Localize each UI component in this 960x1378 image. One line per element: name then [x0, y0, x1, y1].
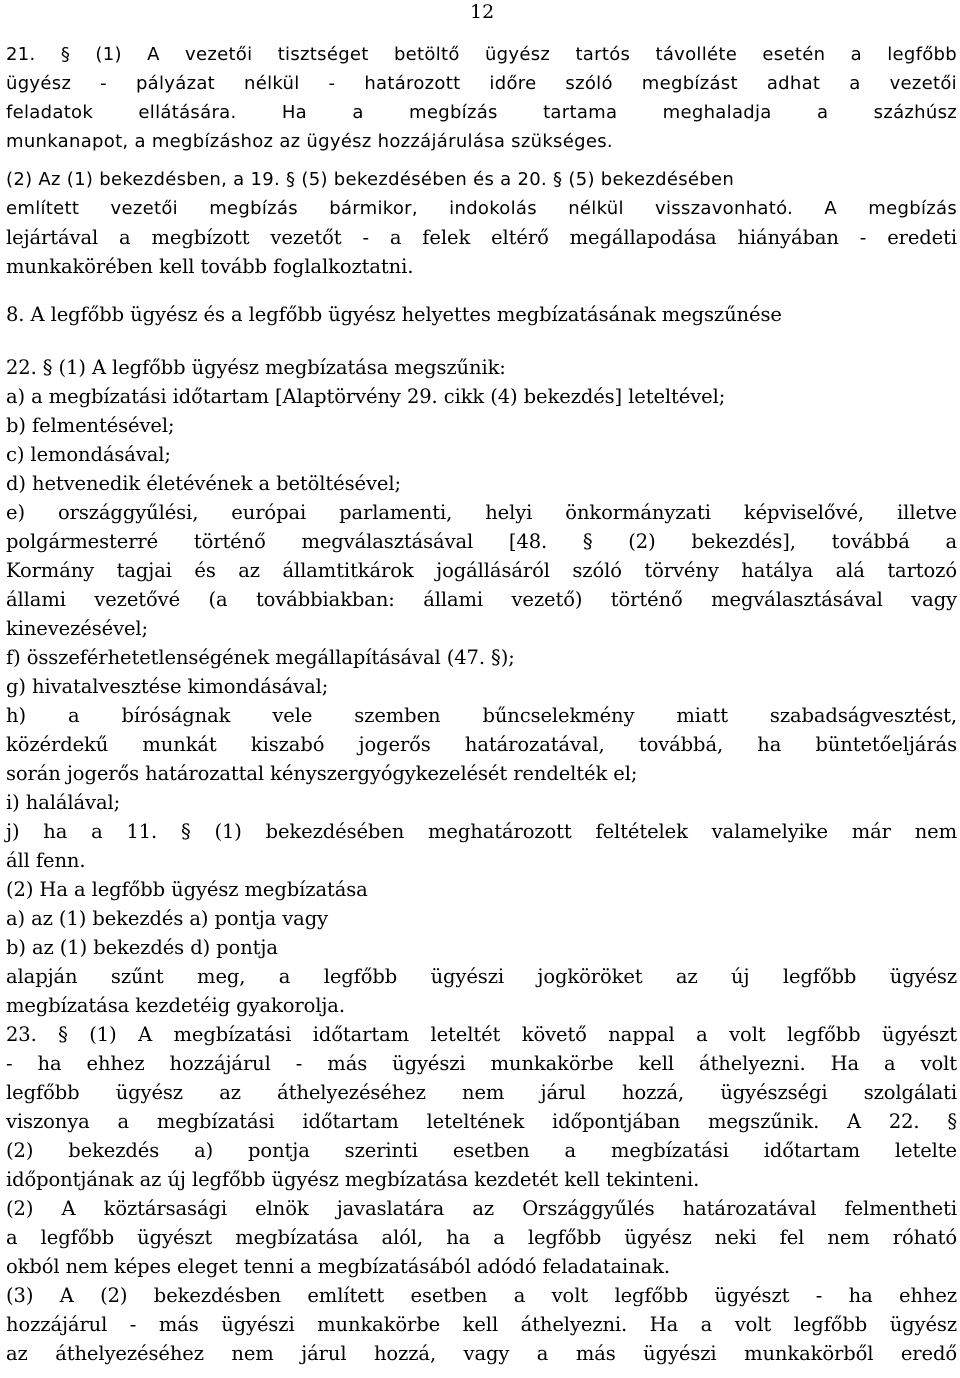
text-line: d) hetvenedik életévének a betöltésével;: [6, 472, 401, 495]
text-line: h) a bíróságnak vele szemben bűncselekmény miatt szabadságvesztést,: [6, 704, 957, 727]
text-line: a) az (1) bekezdés a) pontja vagy: [6, 907, 328, 930]
text-line: hozzájárul - más ügyészi munkakörbe kell áthelyezni. Ha a volt legfőbb ügyész: [6, 1313, 957, 1336]
text-line: lejártával a megbízott vezetőt - a felek eltérő megállapodása hiányában - eredeti: [6, 226, 957, 249]
text-line: ügyész - pályázat nélkül - határozott időre szóló megbízást adhat a vezetői: [6, 73, 957, 94]
text-line: során jogerős határozattal kényszergyógykezelését rendelték el;: [6, 762, 638, 785]
text-line: 23. § (1) A megbízatási időtartam leteltét követő nappal a volt legfőbb ügyészt: [6, 1023, 957, 1046]
text-line: (3) A (2) bekezdésben említett esetben a volt legfőbb ügyészt - ha ehhez: [6, 1284, 957, 1307]
text-line: kinevezésével;: [6, 617, 149, 640]
text-line: munkanapot, a megbízáshoz az ügyész hozzájárulása szükséges.: [6, 131, 613, 152]
text-line: említett vezetői megbízás bármikor, indokolás nélkül visszavonható. A megbízás: [6, 198, 957, 219]
text-line: f) összeférhetetlenségének megállapításával (47. §);: [6, 646, 515, 669]
text-line: időpontjának az új legfőbb ügyész megbízatása kezdetét kell tekinteni.: [6, 1168, 700, 1191]
text-line: b) felmentésével;: [6, 414, 175, 437]
text-line: közérdekű munkát kiszabó jogerős határozatával, továbbá, ha büntetőeljárás: [6, 733, 957, 756]
text-line: e) országgyűlési, európai parlamenti, helyi önkormányzati képviselővé, illetve: [6, 501, 957, 524]
text-line: legfőbb ügyész az áthelyezéséhez nem járul hozzá, ügyészségi szolgálati: [6, 1081, 957, 1104]
text-line: - ha ehhez hozzájárul - más ügyészi munkakörbe kell áthelyezni. Ha a volt: [6, 1052, 957, 1075]
text-line: állami vezetővé (a továbbiakban: állami vezető) történő megválasztásával vagy: [6, 588, 957, 611]
text-line: az áthelyezéséhez nem járul hozzá, vagy a más ügyészi munkakörből eredő: [6, 1342, 957, 1365]
text-line: munkakörében kell tovább foglalkoztatni.: [6, 255, 414, 278]
text-line: okból nem képes eleget tenni a megbízatásából adódó feladatainak.: [6, 1255, 670, 1278]
text-line: megbízatása kezdetéig gyakorolja.: [6, 994, 345, 1017]
text-line: (2) bekezdés a) pontja szerinti esetben a megbízatási időtartam letelte: [6, 1139, 957, 1162]
text-line: 22. § (1) A legfőbb ügyész megbízatása megszűnik:: [6, 356, 506, 379]
text-line: feladatok ellátására. Ha a megbízás tartama meghaladja a százhúsz: [6, 102, 957, 123]
page-number: 12: [470, 1, 495, 23]
text-line: Kormány tagjai és az államtitkárok jogállásáról szóló törvény hatálya alá tartozó: [6, 559, 957, 582]
text-line: a) a megbízatási időtartam [Alaptörvény 29. cikk (4) bekezdés] leteltével;: [6, 385, 726, 408]
text-line: alapján szűnt meg, a legfőbb ügyészi jogköröket az új legfőbb ügyész: [6, 965, 957, 988]
text-line: polgármesterré történő megválasztásával [48. § (2) bekezdés], továbbá a: [6, 530, 957, 553]
text-line: áll fenn.: [6, 849, 86, 872]
text-line: 21. § (1) A vezetői tisztséget betöltő ügyész tartós távolléte esetén a legfőbb: [6, 44, 957, 65]
text-line: j) ha a 11. § (1) bekezdésében meghatározott feltételek valamelyike már nem: [6, 820, 957, 843]
text-line: c) lemondásával;: [6, 443, 171, 466]
text-line: viszonya a megbízatási időtartam leteltének időpontjában megszűnik. A 22. §: [6, 1110, 957, 1133]
text-line: b) az (1) bekezdés d) pontja: [6, 936, 278, 959]
text-line: g) hivatalvesztése kimondásával;: [6, 675, 329, 698]
text-line: a legfőbb ügyészt megbízatása alól, ha a legfőbb ügyész neki fel nem róható: [6, 1226, 957, 1249]
text-line: i) halálával;: [6, 791, 121, 814]
text-line: (2) Az (1) bekezdésben, a 19. § (5) bekezdésében és a 20. § (5) bekezdésében: [6, 169, 735, 190]
text-line: (2) Ha a legfőbb ügyész megbízatása: [6, 878, 368, 901]
text-line: 8. A legfőbb ügyész és a legfőbb ügyész helyettes megbízatásának megszűnése: [6, 303, 782, 326]
text-line: (2) A köztársasági elnök javaslatára az Országgyűlés határozatával felmentheti: [6, 1197, 957, 1220]
